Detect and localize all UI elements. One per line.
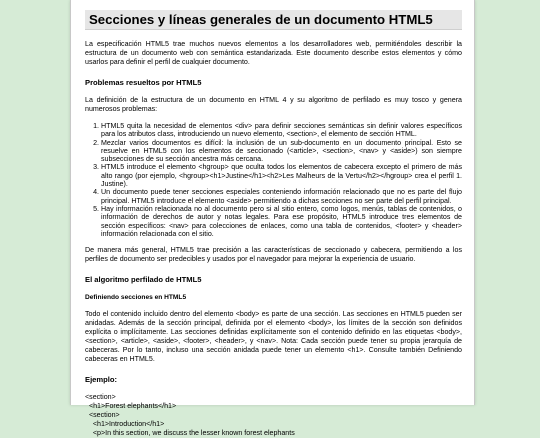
list-item: 5. Hay información relacionada no al documento pero si al sitio entero, como logos, menús, tablas de contenidos, o información de derechos de autor y notas legales. Para ese propósito, HTML5 introduce tres elementos de sección específicos: <nav> para colecciones de enlaces, como una tabla de contenidos, <footer> y <header> información relacionada con el sitio. (101, 205, 462, 238)
subheading-defining-sections: Definiendo secciones en HTML5 (85, 294, 187, 302)
list-item: 3. HTML5 introduce el elemento <hgroup> que oculta todos los elementos de cabecera excepto el primero de más alto rango (por ejemplo, <hgroup><h1>Justine</h1><h2>Les Malheurs de la Vertu</h2></hgroup> crea el perfil 1. Justine). (101, 163, 462, 188)
list-item: 2. Mezclar varios documentos es difícil: la inclusión de un sub-documento en un documento principal. Esto se resuelve en HTML5 con los elementos de seccionado (<article>, <section>, <nav> y <aside>) son siempre subsecciones de su sección ancestra más cercana. (101, 139, 462, 164)
document-content (71, 0, 474, 438)
sections-paragraph: Todo el contenido incluido dentro del elemento <body> es parte de una sección. Las secciones en HTML5 pueden ser anidadas. Además de la sección principal, definida por el elemento <body>, los límites de la sección son definidos explícita o implícitamente. Las secciones definidas explícitamente son el contenido definido en las etiquetas <body>, <section>, <article>, <aside>, <footer>, <header>, y <nav>. Nota: Cada sección puede tener su propia jerarquía de cabeceras. Por lo tanto, incluso una sección anidada puede tener un elemento <h1>. Consulte también Definiendo cabeceras en HTML5. (85, 310, 462, 364)
section-heading-problems: Problemas resueltos por HTML5 (85, 78, 202, 87)
closing-paragraph: De manera más general, HTML5 trae precisión a las características de seccionado y cabecera, permitiendo a los perfiles de documento ser predecibles y usados por el navegador para mejorar la experiencia de usuario. (85, 246, 462, 264)
section-heading-algorithm: El algoritmo perfilado de HTML5 (85, 275, 202, 285)
problems-paragraph: La definición de la estructura de un documento en HTML 4 y su algoritmo de perfilado es muy tosco y genera numerosos problemas: (85, 96, 462, 113)
intro-paragraph: La especificación HTML5 trae muchos nuevos elementos a los desarrolladores web, permitiéndoles describir la estructura de un documento web con semántica estandarizada. Este documento describe estos elementos y cómo usarlos para definir el perfil de cualquier documento. (85, 40, 462, 66)
page-title: Secciones y líneas generales de un documento HTML5 (85, 10, 462, 30)
list-item: 4. Un documento puede tener secciones especiales conteniendo información relacionado que no es parte del flujo principal. HTML5 introduce el elemento <aside> permitiendo a dichas secciones no ser parte del perfil principal. (101, 188, 462, 205)
code-example: <section> <h1>Forest elephants</h1> <section> <h1>Introduction</h1> <p>In this section, we discuss the lesser known forest elephants (85, 393, 295, 438)
list-item: 1. HTML5 quita la necesidad de elementos <div> para definir secciones semánticas sin definir valores específicos para los atributos class, introduciendo un nuevo elemento, <section>, el elemento de sección HTML. (101, 122, 462, 139)
example-heading: Ejemplo: (85, 375, 118, 385)
document-page (70, 0, 475, 438)
problems-list (85, 122, 462, 238)
